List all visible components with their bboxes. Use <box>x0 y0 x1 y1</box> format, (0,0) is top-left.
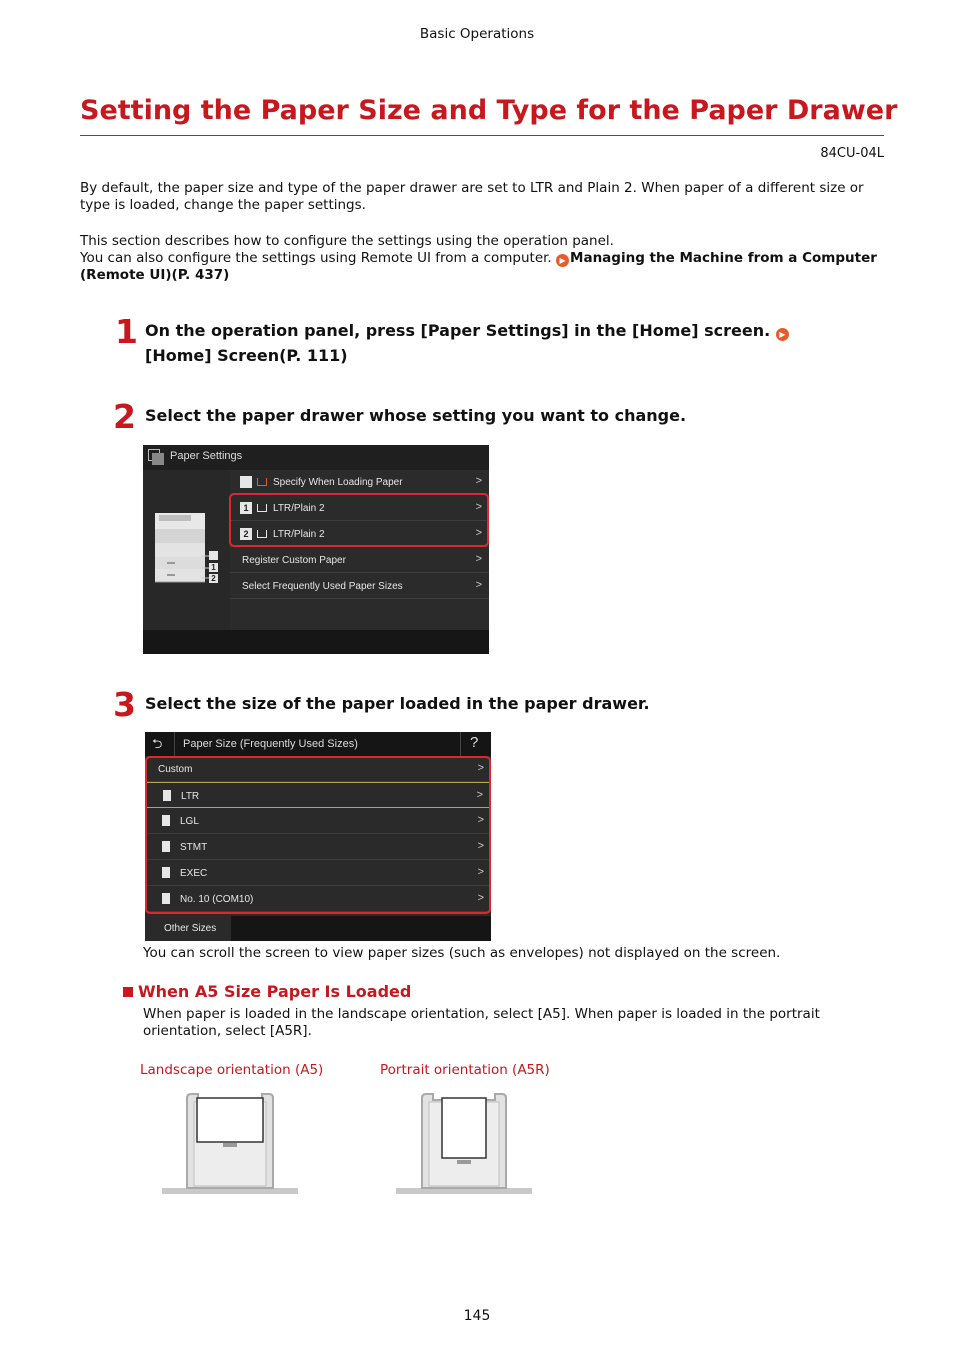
printer-illustration-panel <box>143 470 230 630</box>
intro-line-2 <box>80 250 880 284</box>
screen-header <box>145 732 491 756</box>
step-3-number: 3 <box>113 685 136 724</box>
svg-text:1: 1 <box>211 563 216 572</box>
divider <box>460 732 461 756</box>
list-item-label: EXEC <box>180 868 208 879</box>
chevron-right-icon: > <box>475 475 482 487</box>
chevron-right-icon: > <box>476 789 483 801</box>
document-id: 84CU-04L <box>820 146 884 161</box>
home-screen-link[interactable]: [Home] Screen(P. 111) <box>145 346 348 365</box>
highlight-box <box>229 493 489 547</box>
list-item-label: LGL <box>180 816 199 827</box>
list-item-label: Custom <box>158 764 193 775</box>
other-sizes-label: Other Sizes <box>164 923 217 934</box>
intro-line-2-text: You can also configure the settings using Remote UI from a computer. <box>80 250 552 266</box>
help-icon[interactable]: ? <box>470 734 479 751</box>
step-1-number: 1 <box>115 312 138 351</box>
caption-portrait: Portrait orientation (A5R) <box>380 1062 550 1078</box>
chevron-right-icon: > <box>477 762 484 774</box>
step-1-text <box>145 318 845 368</box>
list-item-label: Select Frequently Used Paper Sizes <box>242 581 403 592</box>
list-item-label: STMT <box>180 842 208 853</box>
list-item-register-custom-paper[interactable] <box>230 548 489 573</box>
list-item-label: LTR/Plain 2 <box>273 503 325 514</box>
subsection-title: When A5 Size Paper Is Loaded <box>138 982 412 1001</box>
scroll-note: You can scroll the screen to view paper sizes (such as envelopes) not displayed on the screen. <box>143 945 781 961</box>
step-3-text: Select the size of the paper loaded in the paper drawer. <box>145 694 650 713</box>
list-item-label: Register Custom Paper <box>242 555 346 566</box>
intro-paragraph: By default, the paper size and type of the paper drawer are set to LTR and Plain 2. When paper of a different size or type is loaded, change the paper settings. <box>80 180 864 213</box>
tray-icon <box>257 478 267 486</box>
paper-size-screen <box>145 732 491 941</box>
list-item-label: LTR <box>181 791 200 802</box>
intro-line-1: This section describes how to configure the settings using the operation panel. <box>80 233 614 249</box>
step-2-text: Select the paper drawer whose setting you want to change. <box>145 406 687 425</box>
paper-settings-icon-back <box>152 453 164 465</box>
highlight-box <box>145 756 491 914</box>
chevron-right-icon: > <box>477 892 484 904</box>
list-item-specify-when-loading[interactable] <box>230 470 489 495</box>
chevron-right-icon: > <box>477 866 484 878</box>
chevron-right-icon: > <box>475 579 482 591</box>
multipurpose-tray-icon <box>240 476 252 488</box>
link-arrow-icon: ▶ <box>776 328 789 341</box>
caption-landscape: Landscape orientation (A5) <box>140 1062 324 1078</box>
screen-footer <box>143 630 489 654</box>
drawer-2-badge: 2 <box>240 528 252 540</box>
chevron-right-icon: > <box>477 840 484 852</box>
page-title: Setting the Paper Size and Type for the Paper Drawer <box>80 95 898 126</box>
step-2-number: 2 <box>113 397 136 436</box>
running-header: Basic Operations <box>419 26 535 42</box>
back-icon[interactable]: ⮌ <box>152 737 163 752</box>
chevron-right-icon: > <box>475 553 482 565</box>
chevron-right-icon: > <box>475 501 482 513</box>
paper-settings-screen <box>143 445 489 654</box>
subsection-heading <box>123 982 411 1001</box>
screen-title: Paper Settings <box>170 450 243 462</box>
drawer-1-badge: 1 <box>240 502 252 514</box>
title-divider <box>80 135 884 136</box>
svg-text:2: 2 <box>211 574 216 583</box>
subsection-text: When paper is loaded in the landscape orientation, select [A5]. When paper is loaded in the portrait orientation, select [A5R]. <box>143 1006 820 1039</box>
list-item-label: Specify When Loading Paper <box>273 477 403 488</box>
portrait-drawer-illustration <box>394 1090 536 1200</box>
printer-icon <box>143 470 230 630</box>
screen-title: Paper Size (Frequently Used Sizes) <box>183 738 358 750</box>
landscape-drawer-illustration <box>160 1090 302 1200</box>
list-item-select-frequent-sizes[interactable] <box>230 574 489 599</box>
page-number: 145 <box>463 1308 491 1324</box>
screen-footer <box>145 916 491 941</box>
step-1-instruction: On the operation panel, press [Paper Settings] in the [Home] screen. <box>145 321 771 340</box>
remote-ui-link[interactable]: Managing the Machine from a Computer (Remote UI)(P. 437) <box>80 250 877 283</box>
intro-paragraph-2 <box>80 233 880 284</box>
bullet-square-icon <box>123 987 133 997</box>
list-item-label: No. 10 (COM10) <box>180 894 254 905</box>
link-arrow-icon: ▶ <box>556 254 569 267</box>
chevron-right-icon: > <box>475 527 482 539</box>
divider <box>174 732 175 756</box>
list-item-label: LTR/Plain 2 <box>273 529 325 540</box>
chevron-right-icon: > <box>477 814 484 826</box>
